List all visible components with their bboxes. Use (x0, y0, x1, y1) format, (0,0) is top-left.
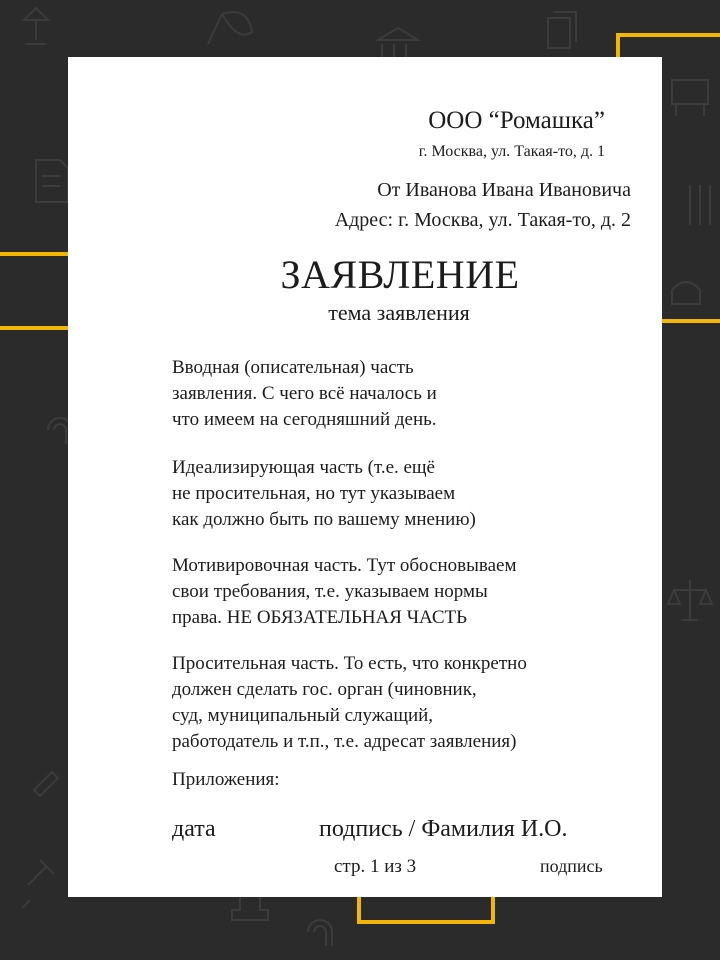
motivation-paragraph (172, 553, 652, 631)
organization-name: ООО “Ромашка” (428, 107, 605, 134)
pen-icon (34, 772, 58, 796)
scales-icon (668, 580, 712, 620)
paragraph-line: Идеализирующая часть (т.е. ещё (172, 457, 435, 478)
paragraph-line: заявления. С чего всё началось и (172, 383, 437, 404)
organization-address: г. Москва, ул. Такая-то, д. 1 (418, 143, 605, 160)
paragraph-line: суд, муниципальный служащий, (172, 705, 434, 726)
documents-icon (548, 12, 576, 48)
document-title: ЗАЯВЛЕНИЕ (280, 252, 520, 297)
gavel-icon (22, 860, 54, 908)
paragraph-line: работодатель и т.п., т.е. адресат заявления) (172, 731, 517, 752)
paragraph-line: Мотивировочная часть. Тут обосновываем (172, 555, 517, 576)
paragraph-line: должен сделать гос. орган (чиновник, (172, 679, 477, 700)
signature-label: подпись / Фамилия И.О. (319, 816, 568, 842)
paragraph-line: права. НЕ ОБЯЗАТЕЛЬНАЯ ЧАСТЬ (172, 607, 468, 628)
application-document (68, 57, 662, 897)
feather-icon (208, 12, 252, 44)
idealizing-paragraph (172, 455, 652, 533)
attachments-label: Приложения: (172, 769, 280, 790)
document-icon (36, 160, 68, 202)
sender-name: От Иванова Ивана Ивановича (377, 179, 631, 201)
paragraph-line: свои требования, т.е. указываем нормы (172, 581, 488, 602)
signature-small-label: подпись (540, 856, 603, 876)
paragraph-line: не просительная, но тут указываем (172, 483, 456, 504)
document-subtitle: тема заявления (328, 300, 470, 325)
page-indicator: стр. 1 из 3 (334, 856, 417, 877)
sender-address: Адрес: г. Москва, ул. Такая-то, д. 2 (334, 209, 631, 231)
paragraph-line: что имеем на сегодняшний день. (172, 409, 437, 430)
paragraph-line: Просительная часть. То есть, что конкретно (172, 653, 527, 674)
paragraph-line: как должно быть по вашему мнению) (172, 509, 476, 530)
date-label: дата (172, 816, 216, 842)
lamp-icon (24, 8, 48, 44)
intro-paragraph (172, 355, 652, 433)
paragraph-line: Вводная (описательная) часть (172, 357, 414, 378)
request-paragraph (172, 651, 652, 755)
